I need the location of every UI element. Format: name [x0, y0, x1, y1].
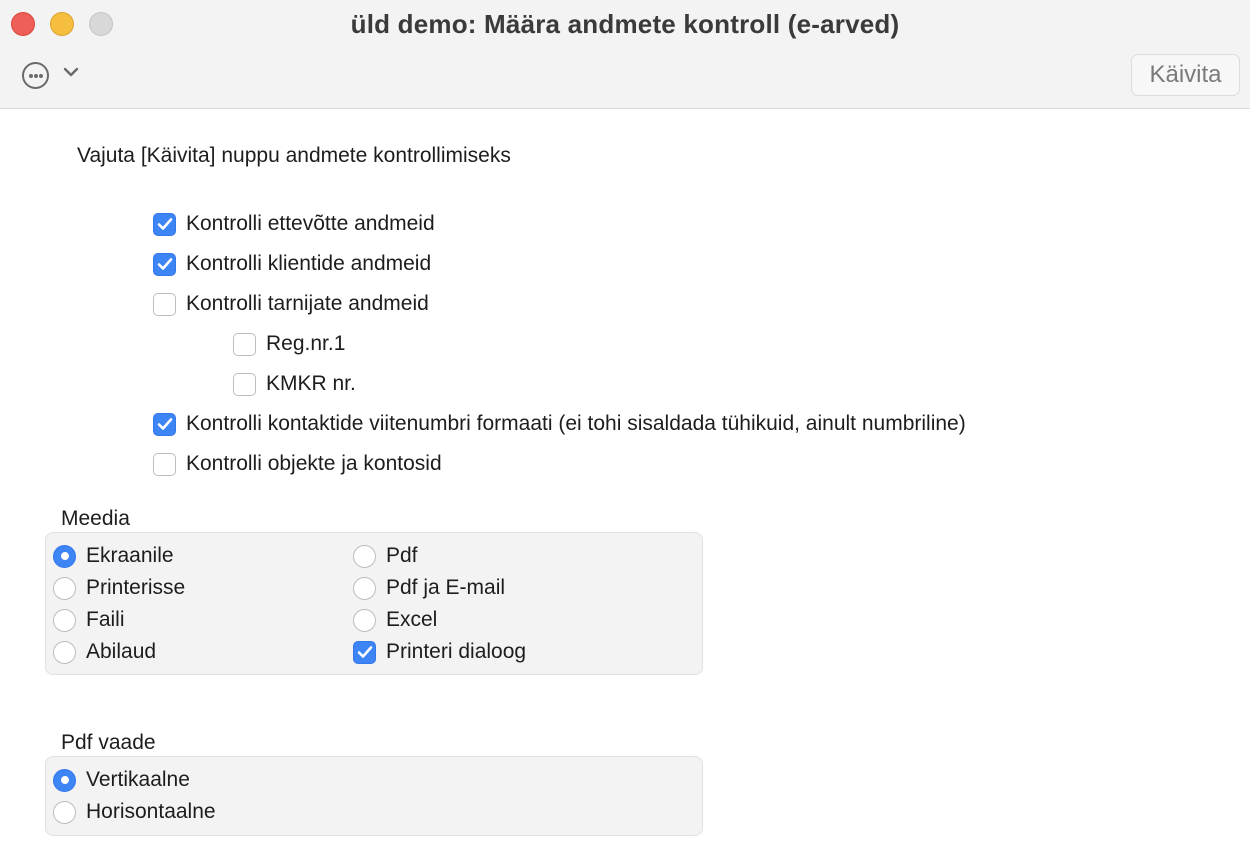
pdf-view-option-horizontal[interactable] [53, 799, 216, 825]
check-company-data[interactable] [153, 211, 435, 237]
media-option-pdf-email[interactable] [353, 575, 505, 601]
checkmark-icon [157, 217, 173, 231]
chevron-down-icon[interactable] [62, 62, 80, 82]
ellipsis-circle-icon[interactable] [22, 62, 49, 89]
checkbox[interactable] [153, 213, 176, 236]
checkbox-label: Kontrolli ettevõtte andmeid [186, 212, 435, 235]
radio-label: Horisontaalne [86, 800, 216, 823]
check-supplier-data[interactable] [153, 291, 429, 317]
radio-label: Vertikaalne [86, 768, 190, 791]
radio-label: Printerisse [86, 576, 186, 599]
checkbox[interactable] [153, 453, 176, 476]
checkbox[interactable] [233, 333, 256, 356]
instruction-text: Vajuta [Käivita] nuppu andmete kontrollimiseks [77, 144, 511, 167]
radio-button[interactable] [353, 609, 376, 632]
radio-label: Abilaud [86, 640, 157, 663]
checkbox-label: Reg.nr.1 [266, 332, 346, 355]
title-bar [0, 0, 1250, 109]
checkbox[interactable] [153, 413, 176, 436]
media-option-pdf[interactable] [353, 543, 418, 569]
checkbox-label: Printeri dialoog [386, 640, 527, 663]
checkbox-label: Kontrolli objekte ja kontosid [186, 452, 442, 475]
check-reg-nr[interactable] [233, 331, 345, 357]
checkmark-icon [357, 645, 373, 659]
radio-label: Faili [86, 608, 125, 631]
radio-label: Excel [386, 608, 438, 631]
radio-button[interactable] [53, 801, 76, 824]
checkbox-label: Kontrolli kontaktide viitenumbri formaati (ei tohi sisaldada tühikuid, ainult numbriline) [186, 412, 966, 435]
printer-dialog-checkbox[interactable] [353, 639, 526, 665]
pdf-view-group-label: Pdf vaade [61, 731, 156, 754]
checkmark-icon [157, 257, 173, 271]
media-option-screen[interactable] [53, 543, 174, 569]
check-client-data[interactable] [153, 251, 431, 277]
radio-button[interactable] [353, 545, 376, 568]
checkmark-icon [157, 417, 173, 431]
checkbox-label: Kontrolli klientide andmeid [186, 252, 432, 275]
radio-label: Ekraanile [86, 544, 174, 567]
media-option-excel[interactable] [353, 607, 437, 633]
radio-label: Pdf ja E-mail [386, 576, 506, 599]
media-group-label: Meedia [61, 507, 130, 530]
checkbox[interactable] [153, 253, 176, 276]
check-reference-number-format[interactable] [153, 411, 966, 437]
checkbox[interactable] [153, 293, 176, 316]
window-title: üld demo: Määra andmete kontroll (e-arved) [350, 9, 900, 39]
radio-button[interactable] [53, 545, 76, 568]
radio-button[interactable] [53, 641, 76, 664]
media-option-printer[interactable] [53, 575, 185, 601]
media-option-file[interactable] [53, 607, 125, 633]
checkbox-label: KMKR nr. [266, 372, 356, 395]
checkbox-label: Kontrolli tarnijate andmeid [186, 292, 429, 315]
media-option-clipboard[interactable] [53, 639, 156, 665]
check-objects-accounts[interactable] [153, 451, 442, 477]
radio-button[interactable] [353, 577, 376, 600]
radio-button[interactable] [53, 609, 76, 632]
radio-label: Pdf [386, 544, 418, 567]
run-button[interactable]: Käivita [1131, 54, 1240, 96]
check-kmkr-nr[interactable] [233, 371, 356, 397]
checkbox[interactable] [233, 373, 256, 396]
radio-button[interactable] [53, 577, 76, 600]
pdf-view-option-vertical[interactable] [53, 767, 190, 793]
checkbox[interactable] [353, 641, 376, 664]
radio-button[interactable] [53, 769, 76, 792]
